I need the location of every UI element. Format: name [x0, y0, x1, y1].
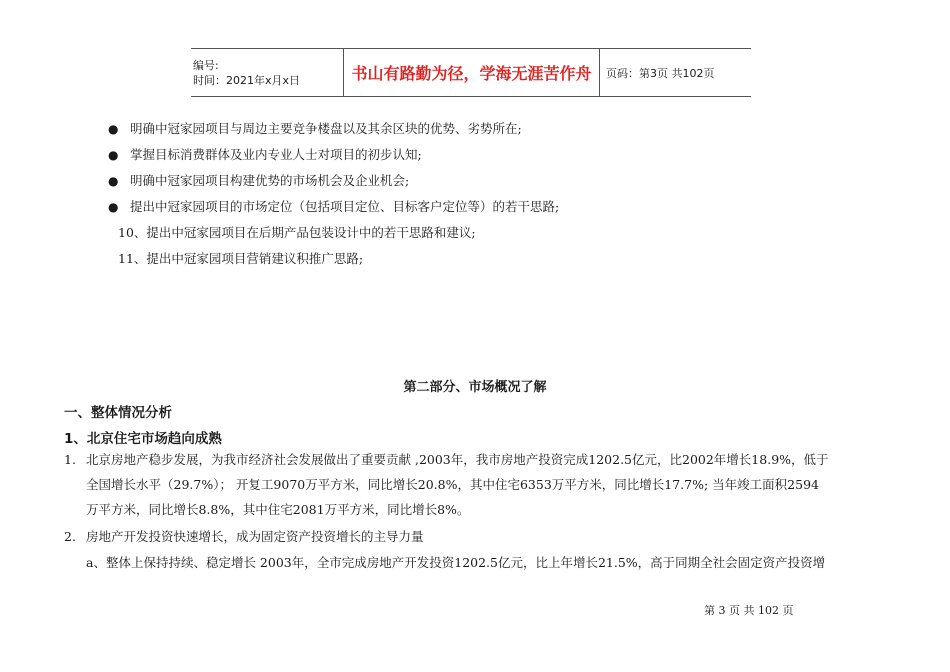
header-meta: [191, 49, 343, 96]
bullet-dot-icon: ●: [108, 174, 119, 188]
page-footer: 第 3 页 共 102 页: [704, 604, 794, 617]
bullet-text: 提出中冠家园项目的市场定位（包括项目定位、目标客户定位等）的若干思路;: [130, 199, 560, 214]
para1-line: 全国增长水平（29.7%）； 开复工9070万平方米，同比增长20.8%，其中住宅6353万平方米，同比增长17.7%; 当年竣工面积2594: [86, 477, 819, 492]
para1-text: 北京房地产稳步发展，为我市经济社会发展做出了重要贡献 ,2003年，我市房地产投资完成1202.5亿元，比2002年增长18.9%，低于: [86, 452, 829, 467]
page-header: [191, 48, 751, 97]
para2-number: 2.: [64, 529, 76, 544]
section-title: 第二部分、市场概况了解: [403, 380, 547, 395]
number-label: 编号:: [193, 58, 219, 72]
motto-text: 书山有路勤为径，学海无涯苦作舟: [351, 64, 592, 83]
paragraph-3: a、整体上保持持续、稳定增长 2003年，全市完成房地产开发投资1202.5亿元，比上年增长21.5%，高于同期全社会固定资产投资增: [86, 555, 826, 570]
bullet-dot-icon: ●: [108, 200, 119, 214]
bullet-text: 掌握目标消费群体及业内专业人士对项目的初步认知;: [130, 147, 422, 162]
bullet-item: [108, 197, 559, 215]
bullet-item: [108, 145, 422, 163]
time-label: 时间：2021年x月x日: [193, 73, 301, 87]
heading-beijing-market: 1、北京住宅市场趋向成熟: [64, 431, 222, 447]
para1-line: [64, 447, 884, 472]
bullet-item: [108, 119, 522, 137]
paragraph-1: [64, 447, 884, 522]
header-motto: [343, 49, 600, 96]
bullet-text: 明确中冠家园项目与周边主要竞争楼盘以及其余区块的优势、劣势所在;: [130, 121, 522, 136]
bullet-item: [108, 171, 409, 189]
numbered-item: 10、提出中冠家园项目在后期产品包装设计中的若干思路和建议;: [118, 225, 476, 240]
bullet-dot-icon: ●: [108, 122, 119, 136]
header-page-info: [600, 49, 751, 96]
bullet-dot-icon: ●: [108, 148, 119, 162]
paragraph-2: [64, 524, 884, 549]
para1-number: 1.: [64, 452, 76, 467]
page-info-text: 页码：第3页 共102页: [606, 66, 715, 80]
para2-text: 房地产开发投资快速增长，成为固定资产投资增长的主导力量: [86, 529, 424, 544]
para1-line: 万平方米，同比增长8.8%，其中住宅2081万平方米，同比增长8%。: [86, 502, 470, 517]
numbered-item: 11、提出中冠家园项目营销建议积推广思路;: [118, 251, 364, 266]
bullet-text: 明确中冠家园项目构建优势的市场机会及企业机会;: [130, 173, 410, 188]
heading-overall-analysis: 一、整体情况分析: [64, 405, 172, 421]
